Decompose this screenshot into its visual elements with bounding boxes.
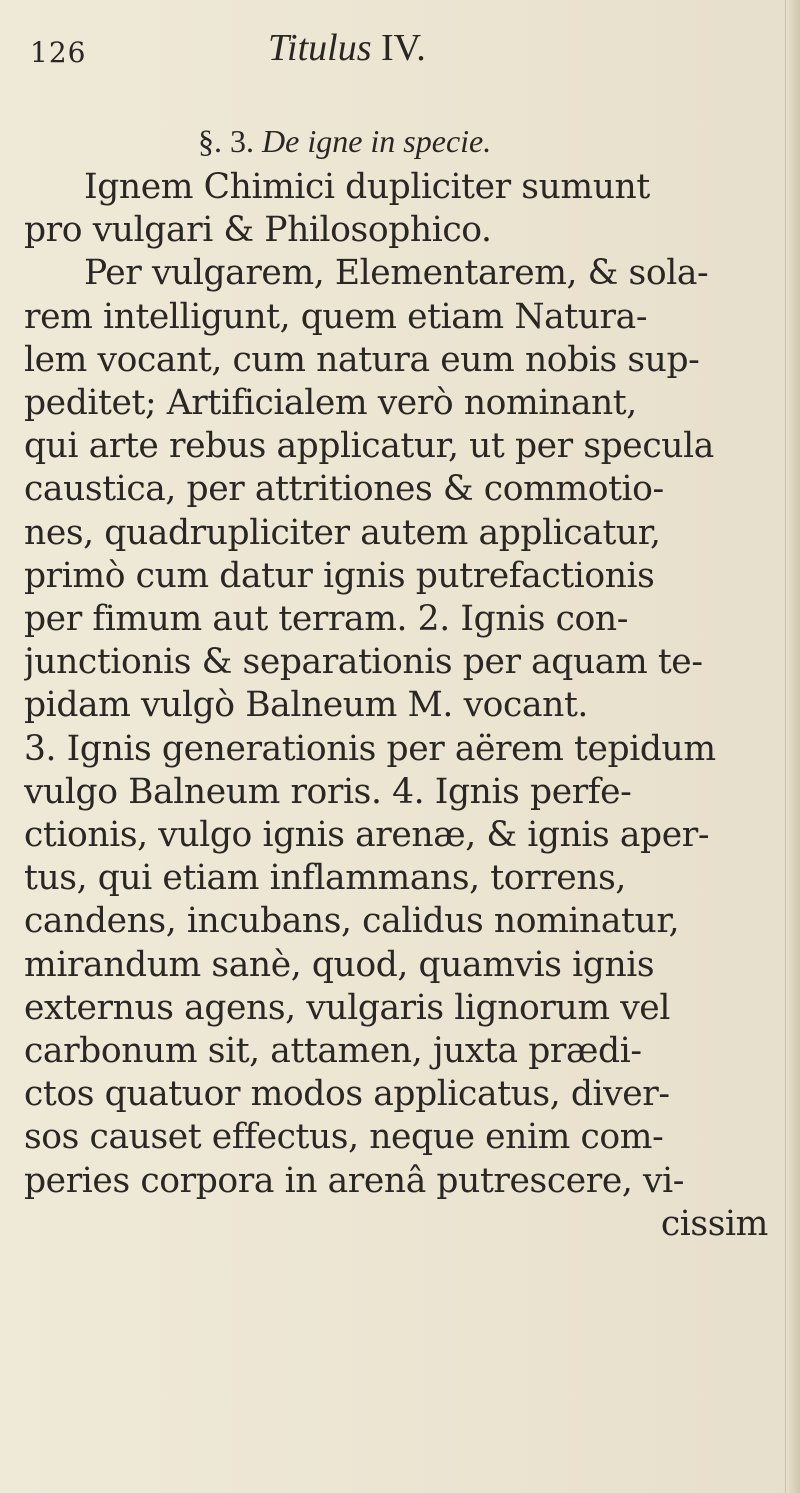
running-title-roman: IV. — [381, 27, 426, 69]
text-line: ctos quatuor modos applicatus, diver- — [24, 1074, 670, 1115]
body-text — [24, 166, 776, 1246]
text-line: Ignem Chimici dupliciter sumunt — [84, 167, 650, 207]
text-line: vulgo Balneum roris. 4. Ignis perfe- — [24, 771, 632, 812]
text-line: peditet; Artificialem verò nominant, — [24, 383, 637, 424]
text-line: Per vulgarem, Elementarem, & sola- — [84, 253, 709, 294]
text-line: pidam vulgò Balneum M. vocant. — [24, 685, 588, 726]
text-line: per fimum aut terram. 2. Ignis con- — [24, 599, 628, 640]
text-line: ctionis, vulgo ignis arenæ, & ignis aper- — [24, 815, 710, 856]
section-heading — [198, 123, 491, 160]
text-line: externus agens, vulgaris lignorum vel — [24, 987, 670, 1028]
section-title: De igne in specie. — [262, 123, 492, 159]
text-line: lem vocant, cum natura eum nobis sup- — [24, 339, 700, 380]
text-line: peries corpora in arenâ putrescere, vi- — [24, 1160, 684, 1201]
text-line: candens, incubans, calidus nominatur, — [24, 901, 680, 942]
text-line: qui arte rebus applicatur, ut per specula — [24, 426, 714, 467]
text-line: 3. Ignis generationis per aërem tepidum — [24, 728, 716, 769]
text-line: rem intelligunt, quem etiam Natura- — [24, 296, 648, 337]
page-edge — [785, 0, 800, 1493]
text-line: nes, quadrupliciter autem applicatur, — [24, 512, 661, 553]
text-line: junctionis & separationis per aquam te- — [24, 642, 703, 683]
text-line: tus, qui etiam inflammans, torrens, — [24, 858, 626, 899]
text-line: primò cum datur ignis putrefactionis — [24, 555, 655, 596]
text-line: caustica, per attritiones & commotio- — [24, 469, 664, 510]
running-title — [268, 26, 426, 70]
catchword: cissim — [660, 1203, 768, 1244]
page-number: 126 — [30, 36, 87, 69]
text-line: pro vulgari & Philosophico. — [24, 210, 492, 251]
text-line: sos causet effectus, neque enim com- — [24, 1117, 664, 1158]
running-title-italic: Titulus — [268, 27, 372, 69]
text-line: mirandum sanè, quod, quamvis ignis — [24, 944, 655, 985]
section-number: §. 3. — [198, 123, 254, 159]
text-line: carbonum sit, attamen, juxta prædi- — [24, 1031, 642, 1072]
